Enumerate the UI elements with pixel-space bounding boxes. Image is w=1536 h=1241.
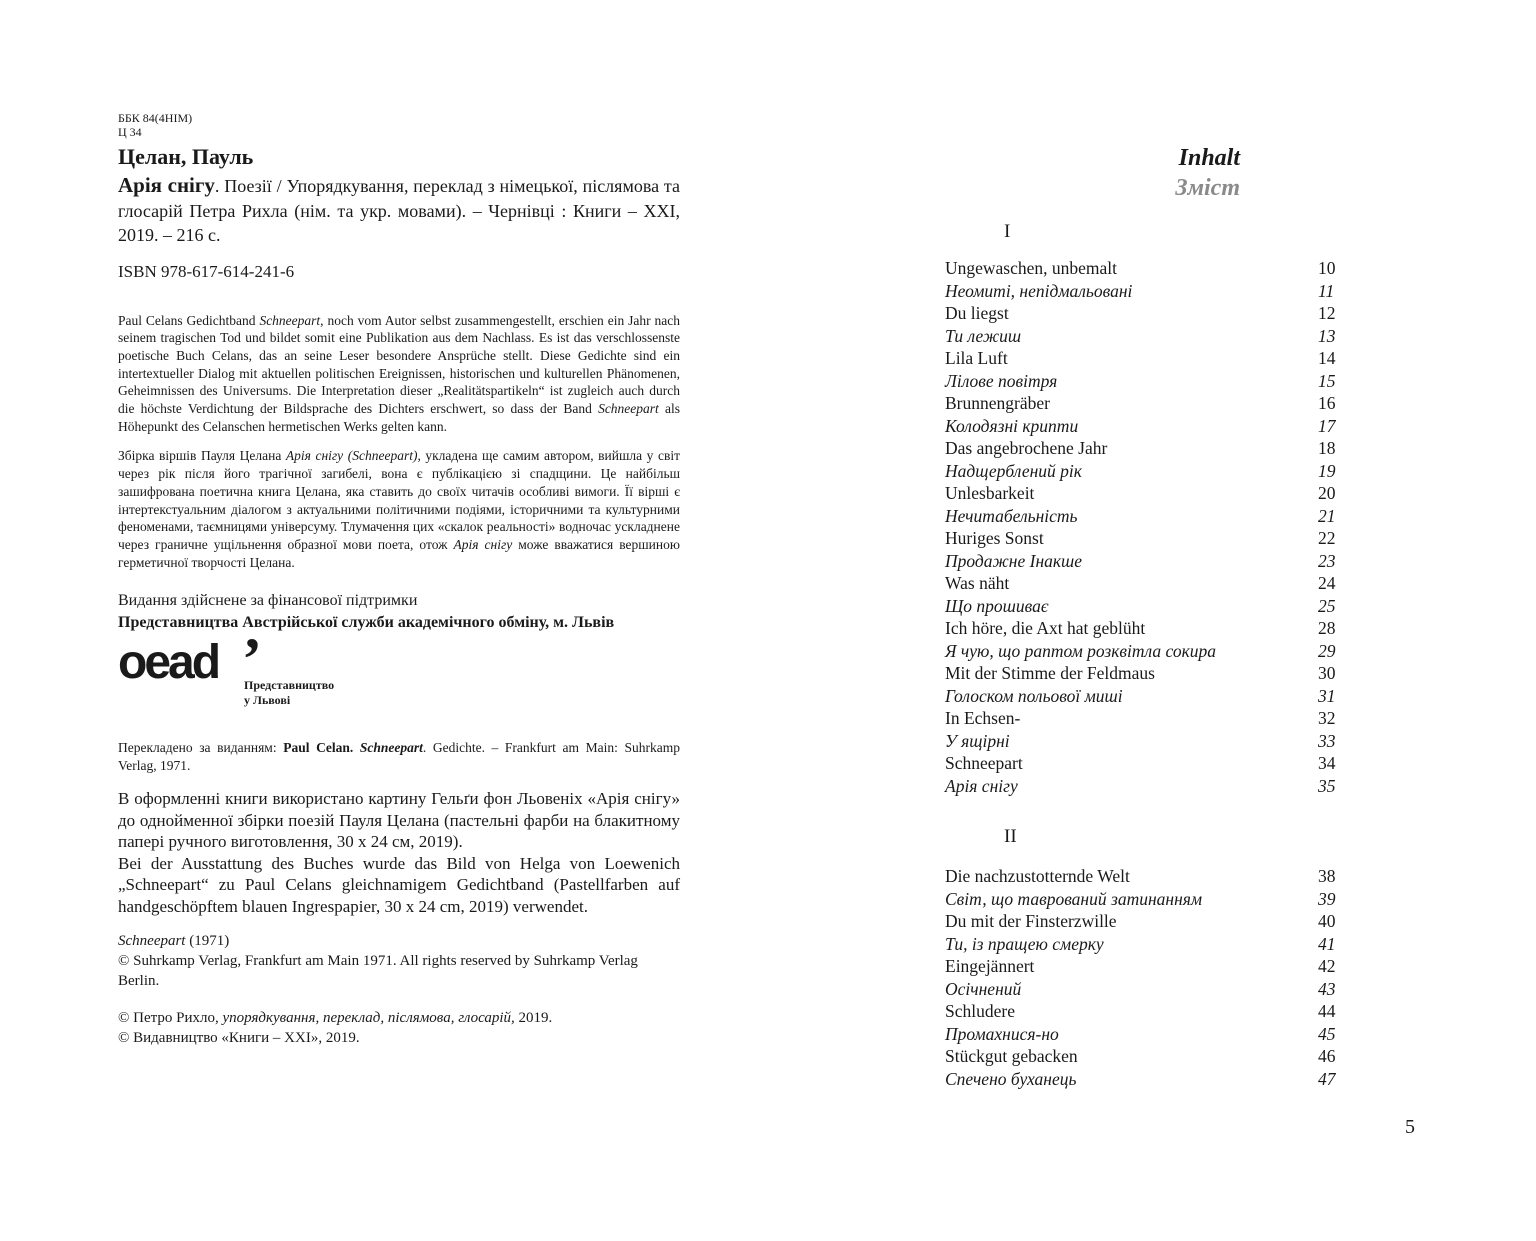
toc-entry (945, 707, 1345, 730)
toc-entry-title: Das angebrochene Jahr (945, 438, 1108, 458)
toc-entry (945, 325, 1345, 348)
oead-logo-comma: ’ (242, 626, 262, 693)
toc-entry-page: 21 (1318, 505, 1336, 526)
copyright-suhrkamp-block (118, 931, 680, 991)
bibliographic-description (118, 173, 680, 248)
translated-bold-italic: Schneepart (359, 740, 423, 756)
toc-entry-title: Надщерблений рік (945, 460, 1082, 481)
logo-caption-line-1: Представництво (244, 678, 335, 693)
oead-logo (118, 626, 680, 723)
annotation-de-italic-1: Schneepart (259, 312, 321, 328)
cover-note-de: Bei der Ausstattung des Buches wurde das Bild von Helga von Loewenich „Schneepart“ zu Paul Celans gleichnamigem Gedichtband (Pastellfarben auf handgeschöpftem blauen Ingrespapier, 30 x 24 cm, 2019) verwendet. (118, 853, 680, 916)
toc-entry-title: Осічнений (945, 978, 1022, 999)
toc-entry (945, 302, 1345, 325)
funding-line-2: Представництва Австрійської служби академічного обміну, м. Львів (118, 614, 615, 632)
toc-entry (945, 978, 1345, 1001)
toc-entry (945, 617, 1345, 640)
author-heading: Целан, Пауль (118, 144, 254, 169)
toc-entry-title: Brunnengräber (945, 393, 1050, 413)
annotation-uk-italic-1: Арія снігу (Schneepart) (285, 448, 418, 464)
copyright-translator-block (118, 1008, 680, 1048)
toc-entry-page: 28 (1318, 618, 1336, 638)
toc-entry-page: 18 (1318, 438, 1336, 458)
toc-entry-page: 15 (1318, 370, 1336, 391)
annotation-de-text-2: , noch vom Autor selbst zusammengestellt, erschien ein Jahr nach seinem tragischen Tod und bildet somit eine Publikation aus dem Nachlass. Es ist das verschlossenste poetische Buch Celans, das an seine Leser besondere Ansprüche stellt. Diese Gedichte sind ein intertextueller Dialog mit aktuellen politischen Ereignissen, historischen und kulturellen Phänomenen, Geheimnissen des Universums. Die Interpretation dieser „Realitätspartikeln“ ist zugleich auch durch die höchste Verdichtung der Bildsprache des Dichters erschwert, so dass der Band (118, 312, 680, 417)
toc-entry (945, 1000, 1345, 1023)
toc-entry-page: 29 (1318, 640, 1336, 661)
toc-entry-page: 42 (1318, 956, 1336, 976)
bbk-line-1: ББК 84(4НІМ) (118, 111, 193, 125)
toc-entry-title: Лілове повітря (945, 370, 1058, 391)
toc-entry (945, 595, 1345, 618)
annotation-ukrainian (118, 447, 680, 571)
cover-note (118, 788, 680, 917)
copyright-rykhlo-italic: упорядкування, переклад, післямова, глосарій, (222, 1010, 515, 1027)
toc-entry-page: 30 (1318, 663, 1336, 683)
toc-entry-title: Спечено буханець (945, 1068, 1077, 1089)
toc-entry-title: Голоском польової миші (945, 685, 1123, 706)
toc-entry (945, 392, 1345, 415)
copyright-publisher: © Видавництво «Книги – XXI», 2019. (118, 1030, 360, 1047)
toc-entry-title: Du mit der Finsterzwille (945, 911, 1117, 931)
toc-entry (945, 910, 1345, 933)
toc-section-1-number: I (1004, 221, 1011, 242)
annotation-uk-text-2: , укладена ще самим автором, вийшла у світ через рік після його трагічної загибелі, вона є публікацією зі спадщини. Це найбільш зашифрована поетична книга Целана, яка ставить до своїх читачів особливі вимоги. Її вірші є інтертекстуальним діалогом з актуальними політичними подіями, історичними та культурними феноменами, таємницями універсуму. Тлумачення цих «скалок реальності» водночас ускладнене через граничне ущільнення образної мови поета, отож (118, 448, 680, 552)
toc-entry-page: 24 (1318, 573, 1336, 593)
toc-entry-page: 19 (1318, 460, 1336, 481)
toc-entry-title: Huriges Sonst (945, 528, 1044, 548)
toc-entry-page: 11 (1318, 280, 1335, 301)
toc-entry-title: Du liegst (945, 303, 1009, 323)
toc-entry (945, 775, 1345, 798)
toc-entry (945, 505, 1345, 528)
toc-entry-page: 45 (1318, 1023, 1336, 1044)
toc-entry (945, 370, 1345, 393)
annotation-de-text-1: Paul Celans Gedichtband (118, 312, 260, 328)
toc-entry-title: Промахнися-но (945, 1023, 1059, 1044)
toc-entry-title: Арія снігу (945, 775, 1018, 796)
toc-entry (945, 1045, 1345, 1068)
toc-entry (945, 460, 1345, 483)
toc-entry-title: Ich höre, die Axt hat geblüht (945, 618, 1146, 638)
toc-entry-title: Was näht (945, 573, 1010, 593)
toc-entry-title: Die nachzustotternde Welt (945, 866, 1130, 886)
toc-entry-page: 17 (1318, 415, 1336, 436)
toc-entry-title: Schneepart (945, 753, 1023, 773)
bbk-code (118, 111, 680, 139)
bbk-line-2: Ц 34 (118, 125, 142, 139)
toc-entry-page: 43 (1318, 978, 1336, 999)
toc-entry (945, 482, 1345, 505)
toc-entry-title: Ти лежиш (945, 325, 1022, 346)
toc-entry-page: 39 (1318, 888, 1336, 909)
annotation-german (118, 312, 680, 436)
toc-entry (945, 955, 1345, 978)
toc-entry-title: Що прошиває (945, 595, 1049, 616)
toc-entry (945, 1023, 1345, 1046)
toc-entry-page: 16 (1318, 393, 1336, 413)
toc-section-2-number: II (1004, 826, 1017, 847)
funding-line-1: Видання здійснене за фінансової підтримки (118, 592, 418, 610)
toc-entry-title: In Echsen- (945, 708, 1021, 728)
toc-entry (945, 437, 1345, 460)
toc-entry (945, 888, 1345, 911)
toc-entry (945, 640, 1345, 663)
copyright-rykhlo-text: © Петро Рихло, (118, 1010, 223, 1027)
toc-entry-page: 34 (1318, 753, 1336, 773)
toc-entry (945, 527, 1345, 550)
toc-section-2-list (945, 865, 1345, 1090)
toc-entry-page: 12 (1318, 303, 1336, 323)
toc-title-ukrainian: Зміст (1175, 175, 1240, 201)
toc-entry-page: 22 (1318, 528, 1336, 548)
toc-entry-title: Stückgut gebacken (945, 1046, 1078, 1066)
toc-entry (945, 347, 1345, 370)
toc-entry-page: 20 (1318, 483, 1336, 503)
toc-section-1-list (945, 257, 1345, 797)
oead-logo-caption (244, 678, 334, 708)
annotation-uk-text-3: може вважатися вершиною герметичної творчості Целана. (118, 536, 680, 570)
toc-entry-page: 33 (1318, 730, 1336, 751)
toc-entry (945, 257, 1345, 280)
annotation-de-italic-2: Schneepart (598, 401, 659, 417)
toc-entry-page: 32 (1318, 708, 1336, 728)
toc-entry-title: Ungewaschen, unbemalt (945, 258, 1118, 278)
annotation-uk-italic-2: Арія снігу (453, 536, 513, 552)
biblio-details: . Поезії / Упорядкування, переклад з німецької, післямова та глосарій Петра Рихла (нім. та укр. мовами). – Чернівці : Книги – XXI, 2019. – 216 с. (118, 176, 680, 245)
toc-entry-title: Неомиті, непідмальовані (945, 280, 1133, 301)
toc-entry-page: 47 (1318, 1068, 1336, 1089)
toc-entry (945, 662, 1345, 685)
toc-entry (945, 933, 1345, 956)
toc-entry-page: 10 (1318, 258, 1336, 278)
toc-entry-title: Світ, що таврований затинанням (945, 888, 1203, 909)
toc-entry-page: 23 (1318, 550, 1336, 571)
toc-entry-page: 44 (1318, 1001, 1336, 1021)
book-title: Арія снігу (118, 173, 215, 197)
toc-entry-title: Unlesbarkeit (945, 483, 1035, 503)
toc-entry-page: 25 (1318, 595, 1336, 616)
toc-entry (945, 685, 1345, 708)
toc-entry-title: Колодязні крипти (945, 415, 1079, 436)
toc-entry-page: 41 (1318, 933, 1336, 954)
toc-entry (945, 572, 1345, 595)
toc-entry-title: Schludere (945, 1001, 1015, 1021)
translated-text-2: . Gedichte. – Frankfurt am Main: Suhrkamp Verlag, 1971. (118, 740, 681, 774)
toc-entry-page: 40 (1318, 911, 1336, 931)
annotation-uk-text-1: Збірка віршів Пауля Целана (118, 448, 286, 464)
toc-entry-page: 13 (1318, 325, 1336, 346)
toc-entry (945, 730, 1345, 753)
toc-entry-title: Продажне Інакше (945, 550, 1083, 571)
toc-entry-page: 14 (1318, 348, 1336, 368)
copyright-rykhlo-year: 2019. (514, 1010, 553, 1027)
annotation-de-text-3: als Höhepunkt des Celanschen hermetischen Werks gelten kann. (118, 401, 680, 434)
toc-entry-page: 46 (1318, 1046, 1336, 1066)
imprint-page (118, 111, 680, 1048)
toc-entry (945, 550, 1345, 573)
toc-entry-title: У ящірні (945, 730, 1010, 751)
logo-caption-line-2: у Львові (244, 693, 291, 708)
isbn: ISBN 978-617-614-241-6 (118, 261, 295, 281)
copyright-year: (1971) (185, 933, 230, 950)
toc-entry (945, 415, 1345, 438)
toc-entry-page: 35 (1318, 775, 1336, 796)
page-number: 5 (1405, 1116, 1415, 1138)
toc-entry-title: Mit der Stimme der Feldmaus (945, 663, 1155, 683)
translated-bold: Paul Celan. (283, 740, 360, 756)
toc-title-german: Inhalt (1178, 145, 1240, 171)
funding-note (118, 590, 680, 634)
toc-entry-page: 31 (1318, 685, 1336, 706)
toc-entry (945, 280, 1345, 303)
toc-entry (945, 865, 1345, 888)
toc-entry (945, 1068, 1345, 1091)
toc-entry-title: Eingejännert (945, 956, 1035, 976)
cover-note-uk: В оформленні книги використано картину Гельґи фон Льовеніх «Арія снігу» до однойменної збірки поезій Пауля Целана (пастельні фарби на блакитному папері ручного виготовлення, 30 х 24 см, 2019). (118, 789, 680, 852)
translated-text-1: Перекладено за виданням: (118, 740, 284, 756)
toc-entry-title: Lila Luft (945, 348, 1008, 368)
toc-entry-title: Нечитабельність (945, 505, 1078, 526)
copyright-title: Schneepart (118, 933, 186, 950)
toc-entry (945, 752, 1345, 775)
translated-from (118, 739, 680, 775)
toc-entry-title: Я чую, що раптом розквітла сокира (945, 640, 1217, 661)
copyright-suhrkamp: © Suhrkamp Verlag, Frankfurt am Main 1971. All rights reserved by Suhrkamp Verlag Berlin. (118, 953, 638, 990)
oead-logo-wordmark: oead (118, 636, 219, 690)
toc-entry-page: 38 (1318, 866, 1336, 886)
toc-entry-title: Ти, із пращею смерку (945, 933, 1104, 954)
